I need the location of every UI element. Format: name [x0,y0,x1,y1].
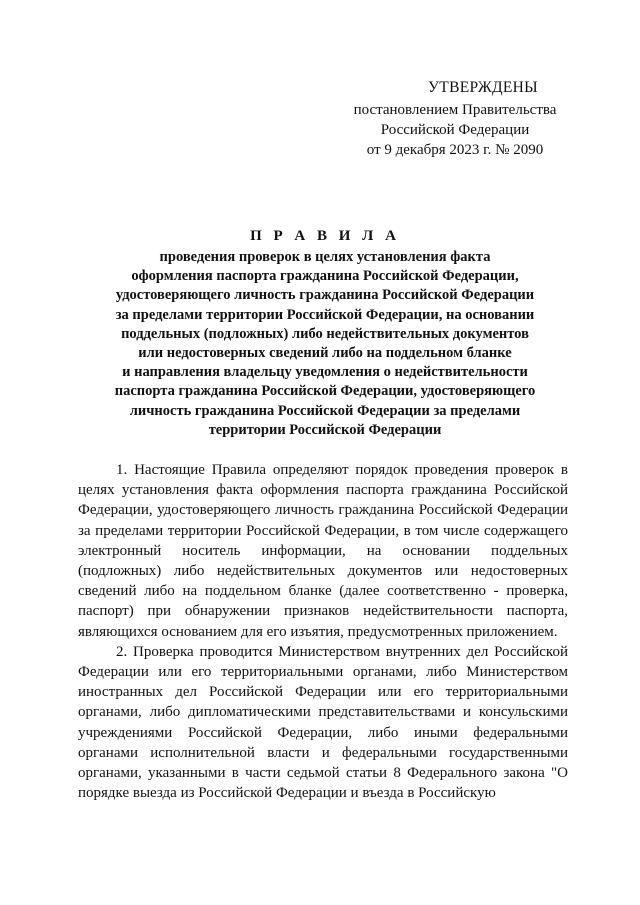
subtitle-line: и направления владельцу уведомления о недействительности [122,364,528,381]
subtitle-line: оформления паспорта гражданина Российской Федерации, [131,268,519,285]
subtitle-line: личность гражданина Российской Федерации за пределами [129,402,521,419]
approval-stamp [340,78,570,160]
document-title: П Р А В И Л А [250,228,400,244]
subtitle-line: проведения проверок в целях установления факта [159,249,491,265]
subtitle-line: удостоверяющего личность гражданина Российской Федерации [115,287,535,304]
approval-date-line: от 9 декабря 2023 г. № 2090 [366,142,544,158]
approval-line: Российской Федерации [380,122,530,138]
paragraph-1: 1. Настоящие Правила определяют порядок проведения проверок в целях установления факта оформления паспорта гражданина Российской Федерации, удостоверяющего личность гражданина Российской Федерации за пределами территории Российской Федерации, в том числе содержащего электронный носитель информации, на основании поддельных (подложных) либо недействительных документов или недостоверных сведений либо на поддельном бланке (далее соответственно - проверка, паспорт) при обнаружении признаков недействительности паспорта, являющихся основанием для его изъятия, предусмотренных приложением. [78,462,568,640]
subtitle-line: за пределами территории Российской Федерации, на основании [115,306,535,323]
approval-line: постановлением Правительства [353,102,557,118]
document-subtitle [80,248,570,440]
subtitle-line: поддельных (подложных) либо недействительных документов [121,325,529,342]
paragraph-2: 2. Проверка проводится Министерством внутренних дел Российской Федерации или его территориальными органами, либо Министерством иностранных дел Российской Федерации или его территориальными органами, либо дипломатическими представительствами и консульскими учреждениями Российской Федерации, либо иными федеральными органами исполнительной власти и федеральными государственными органами, указанными в части седьмой статьи 8 Федерального закона "О порядке выезда из Российской Федерации и въезда в Российскую [78,643,568,802]
subtitle-line: или недостоверных сведений либо на поддельном бланке [138,345,512,362]
subtitle-line: территории Российской Федерации [208,421,442,438]
approval-heading: УТВЕРЖДЕНЫ [428,79,538,96]
document-body [78,460,568,803]
subtitle-line: паспорта гражданина Российской Федерации, удостоверяющего [114,383,536,400]
